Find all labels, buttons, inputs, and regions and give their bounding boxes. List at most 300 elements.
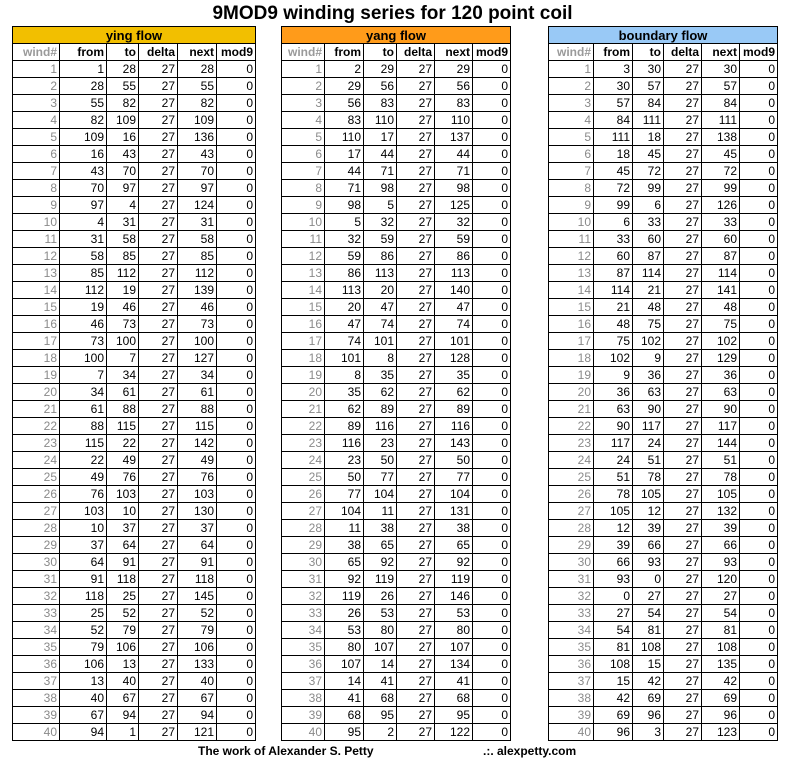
table-cell: 27 bbox=[397, 690, 435, 707]
table-cell: 27 bbox=[139, 656, 178, 673]
table-cell: 76 bbox=[107, 469, 139, 486]
table-cell: 86 bbox=[364, 248, 397, 265]
table-cell: 27 bbox=[282, 503, 325, 520]
table-row bbox=[549, 622, 778, 639]
table-cell: 0 bbox=[217, 418, 256, 435]
table-cell: 33 bbox=[633, 214, 664, 231]
table-cell: 27 bbox=[139, 486, 178, 503]
table-cell: 10 bbox=[13, 214, 60, 231]
table-cell: 27 bbox=[664, 316, 702, 333]
table-cell: 113 bbox=[364, 265, 397, 282]
table-cell: 0 bbox=[217, 282, 256, 299]
table-cell: 68 bbox=[325, 707, 364, 724]
table-cell: 99 bbox=[702, 180, 740, 197]
table-cell: 93 bbox=[702, 554, 740, 571]
table-cell: 48 bbox=[594, 316, 633, 333]
table-cell: 0 bbox=[740, 282, 778, 299]
table-row bbox=[549, 78, 778, 95]
table-cell: 24 bbox=[633, 435, 664, 452]
table-cell: 22 bbox=[282, 418, 325, 435]
table-cell: 27 bbox=[397, 639, 435, 656]
table-cell: 44 bbox=[325, 163, 364, 180]
table-cell: 80 bbox=[364, 622, 397, 639]
table-row bbox=[549, 282, 778, 299]
table-cell: 42 bbox=[594, 690, 633, 707]
table-row bbox=[282, 588, 511, 605]
table-cell: 117 bbox=[633, 418, 664, 435]
table-cell: 37 bbox=[60, 537, 107, 554]
table-cell: 89 bbox=[325, 418, 364, 435]
table-cell: 37 bbox=[282, 673, 325, 690]
table-cell: 64 bbox=[178, 537, 217, 554]
table-cell: 81 bbox=[633, 622, 664, 639]
table-cell: 27 bbox=[397, 316, 435, 333]
table-cell: 0 bbox=[217, 95, 256, 112]
table-row bbox=[282, 639, 511, 656]
table-cell: 27 bbox=[664, 452, 702, 469]
table-cell: 72 bbox=[702, 163, 740, 180]
table-cell: 88 bbox=[60, 418, 107, 435]
table-cell: 8 bbox=[13, 180, 60, 197]
table-cell: 61 bbox=[60, 401, 107, 418]
table-cell: 7 bbox=[60, 367, 107, 384]
table-cell: 38 bbox=[13, 690, 60, 707]
column-header: next bbox=[178, 44, 217, 61]
table-cell: 27 bbox=[397, 418, 435, 435]
table-cell: 36 bbox=[549, 656, 594, 673]
table-row bbox=[13, 503, 256, 520]
table-cell: 27 bbox=[664, 554, 702, 571]
table-cell: 31 bbox=[60, 231, 107, 248]
table-cell: 109 bbox=[60, 129, 107, 146]
table-cell: 108 bbox=[594, 656, 633, 673]
table-cell: 4 bbox=[282, 112, 325, 129]
table-row bbox=[13, 554, 256, 571]
table-cell: 0 bbox=[217, 571, 256, 588]
table-cell: 34 bbox=[178, 367, 217, 384]
table-cell: 27 bbox=[397, 61, 435, 78]
table-cell: 77 bbox=[435, 469, 473, 486]
table-row bbox=[282, 61, 511, 78]
table-cell: 79 bbox=[107, 622, 139, 639]
table-cell: 29 bbox=[282, 537, 325, 554]
table-cell: 39 bbox=[633, 520, 664, 537]
table-cell: 0 bbox=[473, 401, 511, 418]
table-cell: 49 bbox=[60, 469, 107, 486]
table-cell: 59 bbox=[325, 248, 364, 265]
table-cell: 0 bbox=[740, 707, 778, 724]
table-cell: 0 bbox=[217, 673, 256, 690]
table-cell: 0 bbox=[740, 112, 778, 129]
table-cell: 92 bbox=[325, 571, 364, 588]
table-cell: 34 bbox=[282, 622, 325, 639]
table-cell: 7 bbox=[549, 163, 594, 180]
table-cell: 2 bbox=[325, 61, 364, 78]
table-cell: 38 bbox=[325, 537, 364, 554]
table-cell: 43 bbox=[107, 146, 139, 163]
table-cell: 15 bbox=[549, 299, 594, 316]
table-cell: 27 bbox=[397, 350, 435, 367]
table-cell: 9 bbox=[594, 367, 633, 384]
table-cell: 86 bbox=[435, 248, 473, 265]
table-cell: 8 bbox=[549, 180, 594, 197]
table-row bbox=[549, 316, 778, 333]
table-cell: 41 bbox=[435, 673, 473, 690]
table-cell: 27 bbox=[139, 214, 178, 231]
table-cell: 100 bbox=[107, 333, 139, 350]
table-cell: 4 bbox=[13, 112, 60, 129]
table-cell: 100 bbox=[60, 350, 107, 367]
table-cell: 27 bbox=[664, 197, 702, 214]
table-cell: 12 bbox=[282, 248, 325, 265]
table-cell: 60 bbox=[702, 231, 740, 248]
table-cell: 68 bbox=[364, 690, 397, 707]
table-cell: 0 bbox=[473, 673, 511, 690]
table-cell: 98 bbox=[364, 180, 397, 197]
table-cell: 0 bbox=[217, 248, 256, 265]
table-cell: 69 bbox=[594, 707, 633, 724]
table-cell: 27 bbox=[139, 605, 178, 622]
table-cell: 29 bbox=[435, 61, 473, 78]
table-cell: 13 bbox=[107, 656, 139, 673]
table-row bbox=[13, 129, 256, 146]
table-cell: 27 bbox=[397, 112, 435, 129]
table-cell: 2 bbox=[282, 78, 325, 95]
table-row bbox=[549, 95, 778, 112]
table-cell: 0 bbox=[217, 690, 256, 707]
table-cell: 87 bbox=[594, 265, 633, 282]
table-row bbox=[13, 299, 256, 316]
table-cell: 27 bbox=[397, 469, 435, 486]
table-cell: 27 bbox=[664, 299, 702, 316]
table-cell: 0 bbox=[217, 520, 256, 537]
table-row bbox=[549, 350, 778, 367]
table-cell: 42 bbox=[633, 673, 664, 690]
column-header: wind# bbox=[549, 44, 594, 61]
table-cell: 51 bbox=[702, 452, 740, 469]
table-cell: 34 bbox=[60, 384, 107, 401]
table-cell: 114 bbox=[702, 265, 740, 282]
table-cell: 27 bbox=[397, 537, 435, 554]
table-cell: 27 bbox=[397, 554, 435, 571]
table-cell: 145 bbox=[178, 588, 217, 605]
table-row bbox=[549, 452, 778, 469]
table-cell: 27 bbox=[139, 452, 178, 469]
table-cell: 27 bbox=[139, 571, 178, 588]
table-cell: 15 bbox=[633, 656, 664, 673]
table-cell: 0 bbox=[740, 520, 778, 537]
table-cell: 27 bbox=[397, 486, 435, 503]
table-cell: 94 bbox=[60, 724, 107, 741]
table-cell: 27 bbox=[139, 673, 178, 690]
table-row bbox=[282, 520, 511, 537]
table-row bbox=[13, 690, 256, 707]
table-cell: 126 bbox=[702, 197, 740, 214]
table-cell: 36 bbox=[13, 656, 60, 673]
table-cell: 27 bbox=[139, 146, 178, 163]
table-row bbox=[549, 418, 778, 435]
table-cell: 26 bbox=[364, 588, 397, 605]
table-cell: 26 bbox=[13, 486, 60, 503]
table-cell: 27 bbox=[13, 503, 60, 520]
table-cell: 119 bbox=[325, 588, 364, 605]
table-cell: 103 bbox=[178, 486, 217, 503]
table-cell: 27 bbox=[664, 520, 702, 537]
table-row bbox=[549, 384, 778, 401]
table-cell: 116 bbox=[325, 435, 364, 452]
table-cell: 114 bbox=[594, 282, 633, 299]
table-cell: 0 bbox=[473, 588, 511, 605]
table-cell: 116 bbox=[364, 418, 397, 435]
table-cell: 0 bbox=[740, 231, 778, 248]
table-cell: 143 bbox=[435, 435, 473, 452]
table-cell: 0 bbox=[740, 248, 778, 265]
table-cell: 22 bbox=[60, 452, 107, 469]
table-cell: 27 bbox=[397, 282, 435, 299]
table-cell: 45 bbox=[702, 146, 740, 163]
table-row bbox=[549, 333, 778, 350]
table-cell: 14 bbox=[325, 673, 364, 690]
table-cell: 27 bbox=[664, 435, 702, 452]
table-cell: 136 bbox=[178, 129, 217, 146]
table-cell: 139 bbox=[178, 282, 217, 299]
table-cell: 138 bbox=[702, 129, 740, 146]
table-cell: 40 bbox=[13, 724, 60, 741]
table-cell: 35 bbox=[549, 639, 594, 656]
table-cell: 19 bbox=[107, 282, 139, 299]
table-cell: 0 bbox=[740, 690, 778, 707]
table-cell: 0 bbox=[473, 469, 511, 486]
table-row bbox=[549, 469, 778, 486]
table-cell: 0 bbox=[473, 656, 511, 673]
table-cell: 91 bbox=[107, 554, 139, 571]
table-cell: 6 bbox=[549, 146, 594, 163]
table-cell: 0 bbox=[217, 78, 256, 95]
table-cell: 62 bbox=[364, 384, 397, 401]
table-cell: 5 bbox=[549, 129, 594, 146]
table-cell: 27 bbox=[664, 469, 702, 486]
column-header: from bbox=[60, 44, 107, 61]
table-cell: 27 bbox=[397, 163, 435, 180]
table-cell: 10 bbox=[107, 503, 139, 520]
table-row bbox=[282, 690, 511, 707]
table-row bbox=[282, 537, 511, 554]
table-row bbox=[549, 146, 778, 163]
column-header: from bbox=[325, 44, 364, 61]
table-cell: 17 bbox=[325, 146, 364, 163]
table-row bbox=[282, 214, 511, 231]
table-cell: 70 bbox=[60, 180, 107, 197]
table-row bbox=[282, 265, 511, 282]
table-cell: 0 bbox=[740, 656, 778, 673]
table-cell: 0 bbox=[217, 350, 256, 367]
table-cell: 0 bbox=[217, 180, 256, 197]
table-cell: 80 bbox=[435, 622, 473, 639]
table-cell: 0 bbox=[217, 163, 256, 180]
table-cell: 28 bbox=[60, 78, 107, 95]
table-cell: 102 bbox=[594, 350, 633, 367]
column-header: next bbox=[435, 44, 473, 61]
table-row bbox=[282, 282, 511, 299]
table-cell: 0 bbox=[217, 367, 256, 384]
table-cell: 7 bbox=[282, 163, 325, 180]
table-cell: 13 bbox=[13, 265, 60, 282]
table-cell: 70 bbox=[178, 163, 217, 180]
table-cell: 45 bbox=[594, 163, 633, 180]
table-cell: 15 bbox=[13, 299, 60, 316]
table-cell: 9 bbox=[549, 197, 594, 214]
table-cell: 0 bbox=[473, 333, 511, 350]
table-cell: 20 bbox=[364, 282, 397, 299]
column-header: delta bbox=[397, 44, 435, 61]
table-cell: 0 bbox=[473, 605, 511, 622]
table-cell: 90 bbox=[633, 401, 664, 418]
table-cell: 132 bbox=[702, 503, 740, 520]
table-cell: 74 bbox=[435, 316, 473, 333]
table-cell: 18 bbox=[633, 129, 664, 146]
table-cell: 21 bbox=[282, 401, 325, 418]
table-row bbox=[549, 61, 778, 78]
table-cell: 27 bbox=[139, 690, 178, 707]
table-cell: 112 bbox=[107, 265, 139, 282]
table-cell: 63 bbox=[702, 384, 740, 401]
table-cell: 23 bbox=[282, 435, 325, 452]
table-cell: 17 bbox=[364, 129, 397, 146]
table-row bbox=[13, 639, 256, 656]
table-cell: 72 bbox=[594, 180, 633, 197]
table-row bbox=[282, 401, 511, 418]
table-row bbox=[13, 333, 256, 350]
table-cell: 27 bbox=[664, 724, 702, 741]
table-row bbox=[13, 605, 256, 622]
table-cell: 0 bbox=[740, 537, 778, 554]
table-row bbox=[282, 350, 511, 367]
table-cell: 73 bbox=[107, 316, 139, 333]
table-cell: 27 bbox=[664, 622, 702, 639]
table-row bbox=[13, 231, 256, 248]
table-cell: 10 bbox=[282, 214, 325, 231]
table-cell: 51 bbox=[633, 452, 664, 469]
table-cell: 37 bbox=[107, 520, 139, 537]
table-row bbox=[13, 180, 256, 197]
table-cell: 115 bbox=[107, 418, 139, 435]
table-cell: 11 bbox=[13, 231, 60, 248]
table-cell: 95 bbox=[325, 724, 364, 741]
table-row bbox=[282, 571, 511, 588]
table-cell: 27 bbox=[397, 452, 435, 469]
table-cell: 71 bbox=[435, 163, 473, 180]
table-cell: 59 bbox=[364, 231, 397, 248]
table-cell: 39 bbox=[594, 537, 633, 554]
table-cell: 61 bbox=[178, 384, 217, 401]
table-cell: 27 bbox=[664, 690, 702, 707]
table-row bbox=[282, 622, 511, 639]
table-cell: 0 bbox=[217, 265, 256, 282]
table-row bbox=[13, 588, 256, 605]
boundary-flow-table bbox=[548, 26, 778, 741]
table-cell: 79 bbox=[178, 622, 217, 639]
table-cell: 119 bbox=[364, 571, 397, 588]
table-cell: 96 bbox=[594, 724, 633, 741]
table-row bbox=[13, 265, 256, 282]
table-cell: 21 bbox=[13, 401, 60, 418]
table-cell: 24 bbox=[549, 452, 594, 469]
table-row bbox=[282, 333, 511, 350]
table-cell: 14 bbox=[364, 656, 397, 673]
table-cell: 40 bbox=[549, 724, 594, 741]
table-row bbox=[549, 639, 778, 656]
table-cell: 74 bbox=[364, 316, 397, 333]
table-cell: 110 bbox=[325, 129, 364, 146]
table-cell: 33 bbox=[594, 231, 633, 248]
table-cell: 5 bbox=[282, 129, 325, 146]
table-cell: 117 bbox=[594, 435, 633, 452]
table-cell: 20 bbox=[13, 384, 60, 401]
table-cell: 0 bbox=[740, 163, 778, 180]
table-cell: 31 bbox=[282, 571, 325, 588]
table-cell: 97 bbox=[178, 180, 217, 197]
table-cell: 0 bbox=[740, 350, 778, 367]
table-cell: 27 bbox=[397, 605, 435, 622]
table-row bbox=[282, 469, 511, 486]
table-cell: 130 bbox=[178, 503, 217, 520]
table-cell: 0 bbox=[217, 384, 256, 401]
table-cell: 27 bbox=[594, 605, 633, 622]
table-cell: 85 bbox=[60, 265, 107, 282]
table-row bbox=[13, 367, 256, 384]
table-cell: 97 bbox=[60, 197, 107, 214]
table-cell: 11 bbox=[549, 231, 594, 248]
table-cell: 0 bbox=[740, 384, 778, 401]
table-cell: 57 bbox=[702, 78, 740, 95]
table-cell: 0 bbox=[473, 520, 511, 537]
table-cell: 0 bbox=[473, 316, 511, 333]
table-cell: 27 bbox=[139, 248, 178, 265]
table-cell: 33 bbox=[702, 214, 740, 231]
table-cell: 19 bbox=[60, 299, 107, 316]
table-cell: 0 bbox=[473, 129, 511, 146]
column-header: mod9 bbox=[473, 44, 511, 61]
table-row bbox=[282, 231, 511, 248]
table-cell: 27 bbox=[139, 707, 178, 724]
table-cell: 27 bbox=[702, 588, 740, 605]
table-cell: 56 bbox=[364, 78, 397, 95]
table-cell: 71 bbox=[325, 180, 364, 197]
table-cell: 27 bbox=[139, 367, 178, 384]
table-cell: 44 bbox=[435, 146, 473, 163]
table-row bbox=[282, 180, 511, 197]
table-cell: 87 bbox=[633, 248, 664, 265]
table-cell: 129 bbox=[702, 350, 740, 367]
table-cell: 82 bbox=[60, 112, 107, 129]
table-cell: 27 bbox=[397, 401, 435, 418]
table-cell: 13 bbox=[282, 265, 325, 282]
table-cell: 2 bbox=[549, 78, 594, 95]
table-cell: 133 bbox=[178, 656, 217, 673]
table-cell: 1 bbox=[549, 61, 594, 78]
table-row bbox=[282, 78, 511, 95]
table-cell: 0 bbox=[740, 401, 778, 418]
table-cell: 0 bbox=[473, 622, 511, 639]
table-cell: 20 bbox=[282, 384, 325, 401]
table-row bbox=[282, 367, 511, 384]
table-cell: 16 bbox=[60, 146, 107, 163]
table-cell: 22 bbox=[107, 435, 139, 452]
table-cell: 70 bbox=[107, 163, 139, 180]
table-row bbox=[282, 707, 511, 724]
table-cell: 2 bbox=[13, 78, 60, 95]
table-cell: 85 bbox=[107, 248, 139, 265]
